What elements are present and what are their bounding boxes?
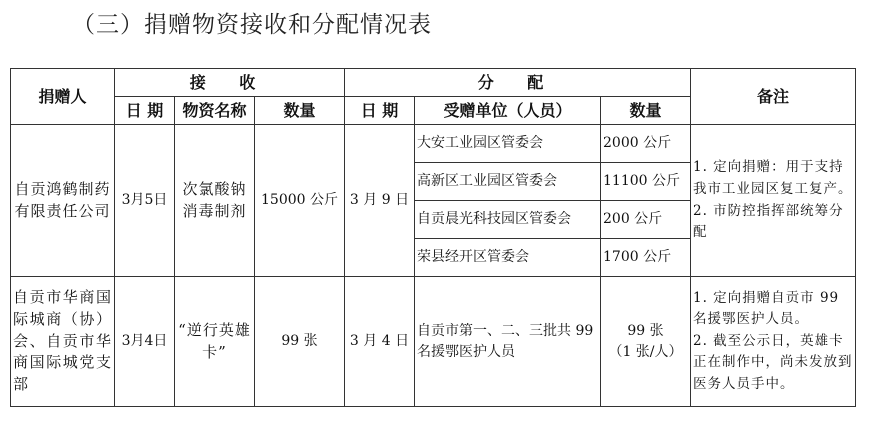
- recv-date-cell: 3月5日: [115, 125, 175, 277]
- remark-cell: [691, 125, 856, 277]
- recv-qty-cell: 15000 公斤: [255, 125, 345, 277]
- header-row-1: [11, 69, 856, 97]
- header-distribute: [345, 69, 691, 97]
- donation-table: [10, 68, 856, 407]
- recipient-cell: 大安工业园区管委会: [415, 125, 601, 163]
- recipient-cell: 自贡晨光科技园区管委会: [415, 201, 601, 239]
- donor-cell: 自贡市华商国际城商（协）会、自贡市华商国际城党支部: [11, 277, 115, 407]
- recipient-cell: 自贡市第一、二、三批共 99 名援鄂医护人员: [415, 277, 601, 407]
- header-receive-label: 接 收: [189, 72, 270, 92]
- item-cell: 次氯酸钠消毒制剂: [175, 125, 255, 277]
- remark-line: 1. 定向捐赠自贡市 99 名援鄂医护人员。: [693, 289, 840, 328]
- remark-line: 2. 市防控指挥部统筹分配: [693, 202, 844, 241]
- header-item-name: 物资名称: [175, 97, 255, 125]
- header-distribute-label: 分 配: [477, 72, 558, 92]
- dist-date-cell: 3 月 4 日: [345, 277, 415, 407]
- recipient-cell: 高新区工业园区管委会: [415, 163, 601, 201]
- header-dist-qty: 数量: [601, 97, 691, 125]
- table-row: [11, 277, 856, 407]
- dist-qty-cell: 1700 公斤: [601, 239, 691, 277]
- header-remark: 备注: [691, 69, 856, 125]
- header-recipient: 受赠单位（人员）: [415, 97, 601, 125]
- table-row: [11, 125, 856, 163]
- remark-line: 2. 截至公示日，英雄卡正在制作中，尚未发放到医务人员手中。: [693, 332, 853, 392]
- header-dist-date: 日 期: [345, 97, 415, 125]
- dist-qty-line: 99 张: [627, 323, 664, 340]
- dist-qty-cell: 11100 公斤: [601, 163, 691, 201]
- page-title: （三）捐赠物资接收和分配情况表: [72, 12, 432, 38]
- dist-qty-cell: 2000 公斤: [601, 125, 691, 163]
- remark-line: 1. 定向捐赠：用于支持我市工业园区复工复产。: [693, 159, 853, 197]
- remark-cell: [691, 277, 856, 407]
- header-recv-qty: 数量: [255, 97, 345, 125]
- item-cell: “逆行英雄卡”: [175, 277, 255, 407]
- header-recv-date: 日 期: [115, 97, 175, 125]
- recipient-cell: 荣县经开区管委会: [415, 239, 601, 277]
- recv-date-cell: 3月4日: [115, 277, 175, 407]
- header-donor: 捐赠人: [11, 69, 115, 125]
- dist-qty-cell: [601, 277, 691, 407]
- donor-cell: 自贡鸿鹤制药有限责任公司: [11, 125, 115, 277]
- header-receive: [115, 69, 345, 97]
- recv-qty-cell: 99 张: [255, 277, 345, 407]
- dist-date-cell: 3 月 9 日: [345, 125, 415, 277]
- dist-qty-cell: 200 公斤: [601, 201, 691, 239]
- dist-qty-line: （1 张/人）: [608, 343, 683, 360]
